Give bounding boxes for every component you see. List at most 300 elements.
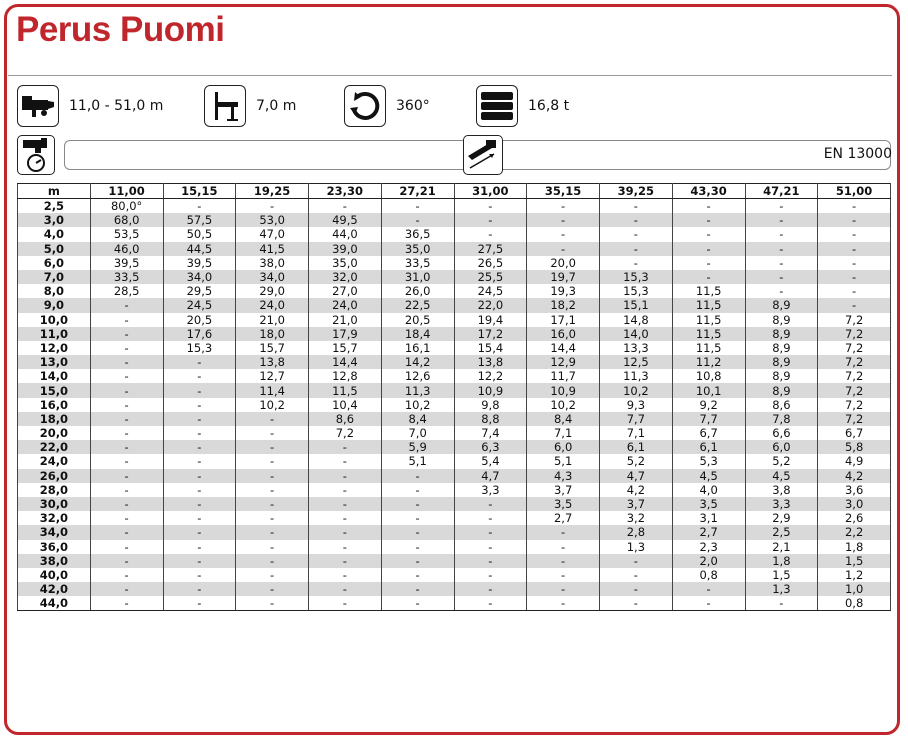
load-cell: - [600,213,673,227]
load-cell: 5,4 [454,454,527,468]
load-cell: - [745,256,818,270]
load-cell: 12,7 [236,369,309,383]
load-cell: 17,2 [454,327,527,341]
load-cell: - [309,454,382,468]
load-cell: 15,7 [236,341,309,355]
load-cell: 15,3 [600,270,673,284]
load-cell: - [381,497,454,511]
load-cell: - [90,511,163,525]
load-cell: 17,6 [163,327,236,341]
load-cell: - [90,298,163,312]
load-cell: 57,5 [163,213,236,227]
table-row [18,582,891,596]
load-cell: 18,2 [527,298,600,312]
load-cell: 7,2 [818,369,891,383]
load-cell: - [309,483,382,497]
load-cell: 9,2 [672,398,745,412]
load-cell: 21,0 [236,313,309,327]
load-cell: 7,0 [381,426,454,440]
table-row [18,554,891,568]
load-cell: 15,4 [454,341,527,355]
load-cell: - [236,199,309,214]
header-boom-length: 23,30 [309,184,382,199]
load-cell: - [381,540,454,554]
load-cell: 16,1 [381,341,454,355]
load-cell: 10,1 [672,383,745,397]
load-cell: - [672,227,745,241]
load-cell: 7,7 [600,412,673,426]
load-cell: - [236,596,309,611]
page-title: Perus Puomi [16,10,225,49]
load-cell: - [236,454,309,468]
radius-cell: 2,5 [18,199,91,214]
spec-rotation-text: 360° [396,98,430,114]
load-cell: 3,5 [672,497,745,511]
load-cell: 11,7 [527,369,600,383]
load-cell: - [672,596,745,611]
load-cell: 13,8 [236,355,309,369]
load-cell: - [454,213,527,227]
load-cell: - [745,213,818,227]
table-row [18,270,891,284]
radius-cell: 13,0 [18,355,91,369]
load-cell: 19,7 [527,270,600,284]
load-cell: - [600,596,673,611]
table-row [18,525,891,539]
header-boom-length: 39,25 [600,184,673,199]
load-cell: - [527,568,600,582]
load-cell: 7,2 [818,341,891,355]
load-cell: - [818,199,891,214]
load-cell: 9,3 [600,398,673,412]
load-cell: 27,0 [309,284,382,298]
load-cell: - [381,213,454,227]
load-cell: 8,4 [381,412,454,426]
radius-cell: 15,0 [18,383,91,397]
load-cell: - [672,582,745,596]
load-cell: - [600,554,673,568]
load-cell: 13,3 [600,341,673,355]
load-cell: 5,8 [818,440,891,454]
load-cell: 3,8 [745,483,818,497]
load-cell: 1,5 [745,568,818,582]
load-cell: 2,0 [672,554,745,568]
load-cell: 10,2 [236,398,309,412]
header-boom-length: 35,15 [527,184,600,199]
load-cell: - [163,540,236,554]
header-boom-length: 43,30 [672,184,745,199]
load-cell: 20,5 [163,313,236,327]
load-cell: - [527,596,600,611]
load-cell: - [672,242,745,256]
load-cell: - [90,412,163,426]
load-cell: - [90,454,163,468]
load-cell: 2,7 [672,525,745,539]
radius-cell: 5,0 [18,242,91,256]
load-cell: 6,0 [527,440,600,454]
load-cell: 8,9 [745,355,818,369]
table-row [18,341,891,355]
table-row [18,227,891,241]
load-cell: - [745,596,818,611]
load-cell: - [236,483,309,497]
load-cell: - [90,568,163,582]
load-cell: - [454,497,527,511]
standard-label: EN 13000 [823,146,892,162]
load-chart-table [17,183,891,611]
load-cell: 7,2 [818,355,891,369]
load-cell: 11,3 [600,369,673,383]
header-boom-length: 15,15 [163,184,236,199]
load-cell: - [527,199,600,214]
table-row [18,383,891,397]
radius-cell: 14,0 [18,369,91,383]
radius-cell: 28,0 [18,483,91,497]
load-cell: 11,3 [381,383,454,397]
header-radius: m [18,184,91,199]
load-cell: - [381,199,454,214]
crane-operating-icon [17,135,55,175]
table-row [18,313,891,327]
table-row [18,440,891,454]
load-cell: - [381,554,454,568]
load-cell: 3,1 [672,511,745,525]
radius-cell: 3,0 [18,213,91,227]
load-cell: 10,2 [527,398,600,412]
load-cell: - [818,298,891,312]
load-cell: 7,4 [454,426,527,440]
title-divider [8,75,892,76]
load-cell: 18,4 [381,327,454,341]
radius-cell: 4,0 [18,227,91,241]
load-cell: 4,0 [672,483,745,497]
load-cell: - [90,313,163,327]
load-cell: 24,0 [236,298,309,312]
radius-cell: 44,0 [18,596,91,611]
load-cell: 1,2 [818,568,891,582]
table-row [18,469,891,483]
load-cell: 11,5 [309,383,382,397]
load-cell: 35,0 [309,256,382,270]
load-cell: 49,5 [309,213,382,227]
boom-extension-icon [463,135,503,175]
load-cell: - [90,341,163,355]
load-cell: - [236,497,309,511]
load-cell: 4,7 [454,469,527,483]
load-cell: - [90,525,163,539]
load-cell: 29,0 [236,284,309,298]
load-cell: 8,6 [309,412,382,426]
load-cell: 5,1 [527,454,600,468]
radius-cell: 18,0 [18,412,91,426]
spec-outrigger-span [204,84,296,128]
table-row [18,568,891,582]
load-cell: 7,1 [600,426,673,440]
table-row [18,454,891,468]
load-cell: - [454,582,527,596]
load-cell: - [163,568,236,582]
load-cell: 4,3 [527,469,600,483]
load-cell: - [309,554,382,568]
table-row [18,355,891,369]
load-cell: - [381,582,454,596]
load-cell: - [90,497,163,511]
load-cell: - [454,511,527,525]
load-cell: - [163,483,236,497]
radius-cell: 20,0 [18,426,91,440]
load-cell: 12,9 [527,355,600,369]
load-cell: 33,5 [381,256,454,270]
load-cell: 14,0 [600,327,673,341]
rotation-icon [344,85,386,127]
table-row [18,596,891,611]
load-cell: - [818,227,891,241]
load-cell: 8,6 [745,398,818,412]
load-cell: 33,5 [90,270,163,284]
load-cell: - [90,469,163,483]
load-cell: - [309,469,382,483]
radius-cell: 7,0 [18,270,91,284]
load-cell: 11,4 [236,383,309,397]
load-cell: - [90,426,163,440]
radius-cell: 12,0 [18,341,91,355]
load-cell: 8,9 [745,327,818,341]
load-cell: - [163,497,236,511]
load-cell: 32,0 [309,270,382,284]
load-cell: 12,8 [309,369,382,383]
load-cell: 24,0 [309,298,382,312]
header-boom-length: 51,00 [818,184,891,199]
load-cell: - [454,596,527,611]
load-cell: 50,5 [163,227,236,241]
load-cell: - [672,199,745,214]
load-cell: 11,5 [672,341,745,355]
load-cell: 1,8 [745,554,818,568]
radius-cell: 10,0 [18,313,91,327]
header-boom-length: 27,21 [381,184,454,199]
table-row [18,426,891,440]
radius-cell: 11,0 [18,327,91,341]
load-cell: 15,1 [600,298,673,312]
boom-length-icon [17,85,59,127]
load-cell: - [309,596,382,611]
load-cell: 28,5 [90,284,163,298]
load-cell: - [454,199,527,214]
load-cell: - [90,398,163,412]
table-row [18,497,891,511]
load-cell: - [163,454,236,468]
load-cell: 4,9 [818,454,891,468]
load-cell: 8,9 [745,341,818,355]
load-cell: 7,7 [672,412,745,426]
load-cell: 2,6 [818,511,891,525]
load-cell: 5,2 [600,454,673,468]
load-cell: - [527,227,600,241]
load-cell: - [309,440,382,454]
load-cell: 6,1 [672,440,745,454]
load-cell: - [454,540,527,554]
load-cell: 12,5 [600,355,673,369]
load-cell: 15,7 [309,341,382,355]
radius-cell: 9,0 [18,298,91,312]
load-cell: 10,2 [600,383,673,397]
load-cell: - [818,256,891,270]
load-cell: - [90,440,163,454]
table-row [18,412,891,426]
load-cell: 2,7 [527,511,600,525]
load-cell: 7,2 [309,426,382,440]
load-cell: 3,3 [454,483,527,497]
load-cell: 11,2 [672,355,745,369]
table-row [18,298,891,312]
load-cell: 20,0 [527,256,600,270]
load-cell: 10,2 [381,398,454,412]
load-cell: - [672,213,745,227]
load-cell: 39,0 [309,242,382,256]
load-cell: - [454,525,527,539]
load-cell: 44,0 [309,227,382,241]
load-cell: - [163,440,236,454]
load-cell: 0,8 [672,568,745,582]
load-cell: - [381,483,454,497]
load-cell: - [163,369,236,383]
radius-cell: 8,0 [18,284,91,298]
load-cell: 3,7 [600,497,673,511]
radius-cell: 40,0 [18,568,91,582]
load-cell: 19,4 [454,313,527,327]
load-cell: - [309,582,382,596]
radius-cell: 38,0 [18,554,91,568]
load-cell: 46,0 [90,242,163,256]
load-cell: - [236,582,309,596]
table-row [18,256,891,270]
load-cell: - [381,511,454,525]
load-cell: 26,5 [454,256,527,270]
load-cell: 35,0 [381,242,454,256]
load-cell: 34,0 [236,270,309,284]
load-cell: - [163,398,236,412]
table-header-row [18,184,891,199]
header-boom-length: 47,21 [745,184,818,199]
header-boom-length: 19,25 [236,184,309,199]
load-cell: - [163,199,236,214]
load-cell: - [163,355,236,369]
load-cell: - [309,540,382,554]
load-cell: 4,7 [600,469,673,483]
load-cell: 5,3 [672,454,745,468]
load-cell: 4,5 [672,469,745,483]
load-cell: 12,6 [381,369,454,383]
load-cell: 53,5 [90,227,163,241]
load-cell: - [454,554,527,568]
load-cell: 14,8 [600,313,673,327]
load-cell: - [309,511,382,525]
load-cell: - [236,469,309,483]
load-cell: 10,8 [672,369,745,383]
load-cell: 26,0 [381,284,454,298]
load-cell: 1,5 [818,554,891,568]
load-cell: - [381,525,454,539]
load-cell: - [90,383,163,397]
radius-cell: 32,0 [18,511,91,525]
load-cell: 1,0 [818,582,891,596]
load-cell: - [527,213,600,227]
load-cell: 2,9 [745,511,818,525]
load-cell: 14,2 [381,355,454,369]
load-cell: 6,3 [454,440,527,454]
load-cell: 2,1 [745,540,818,554]
load-cell: 68,0 [90,213,163,227]
load-cell: - [236,511,309,525]
load-cell: - [90,596,163,611]
load-cell: - [163,554,236,568]
load-cell: 15,3 [600,284,673,298]
load-cell: - [309,199,382,214]
load-cell: 53,0 [236,213,309,227]
load-cell: - [745,242,818,256]
load-cell: - [454,227,527,241]
load-cell: 3,5 [527,497,600,511]
load-cell: - [90,327,163,341]
load-cell: 7,8 [745,412,818,426]
load-cell: 6,6 [745,426,818,440]
spec-outrigger-span-text: 7,0 m [256,98,297,114]
load-cell: - [163,596,236,611]
load-cell: 10,9 [454,383,527,397]
load-cell: 11,5 [672,327,745,341]
spec-rotation [344,84,430,128]
load-cell: 1,3 [745,582,818,596]
load-cell: 5,1 [381,454,454,468]
radius-cell: 22,0 [18,440,91,454]
load-cell: - [454,568,527,582]
load-cell: - [672,256,745,270]
load-cell: 10,9 [527,383,600,397]
load-cell: 0,8 [818,596,891,611]
load-cell: - [236,426,309,440]
load-cell: 36,5 [381,227,454,241]
table-row [18,511,891,525]
load-cell: 7,2 [818,313,891,327]
load-cell: 27,5 [454,242,527,256]
load-cell: - [600,568,673,582]
header-boom-length: 31,00 [454,184,527,199]
header-boom-length: 11,00 [90,184,163,199]
load-cell: 6,1 [600,440,673,454]
load-cell: 10,4 [309,398,382,412]
load-cell: 2,5 [745,525,818,539]
load-cell: - [163,525,236,539]
load-cell: - [90,483,163,497]
load-cell: 7,2 [818,327,891,341]
load-cell: - [309,568,382,582]
load-cell: - [236,440,309,454]
load-cell: - [600,242,673,256]
load-cell: - [236,568,309,582]
load-cell: - [381,568,454,582]
load-cell: 11,5 [672,298,745,312]
load-cell: 47,0 [236,227,309,241]
table-row [18,369,891,383]
load-cell: 25,5 [454,270,527,284]
load-cell: - [600,199,673,214]
load-cell: 3,0 [818,497,891,511]
load-cell: - [90,582,163,596]
load-cell: 15,3 [163,341,236,355]
load-cell: 3,3 [745,497,818,511]
load-cell: - [163,412,236,426]
load-cell: 11,5 [672,313,745,327]
